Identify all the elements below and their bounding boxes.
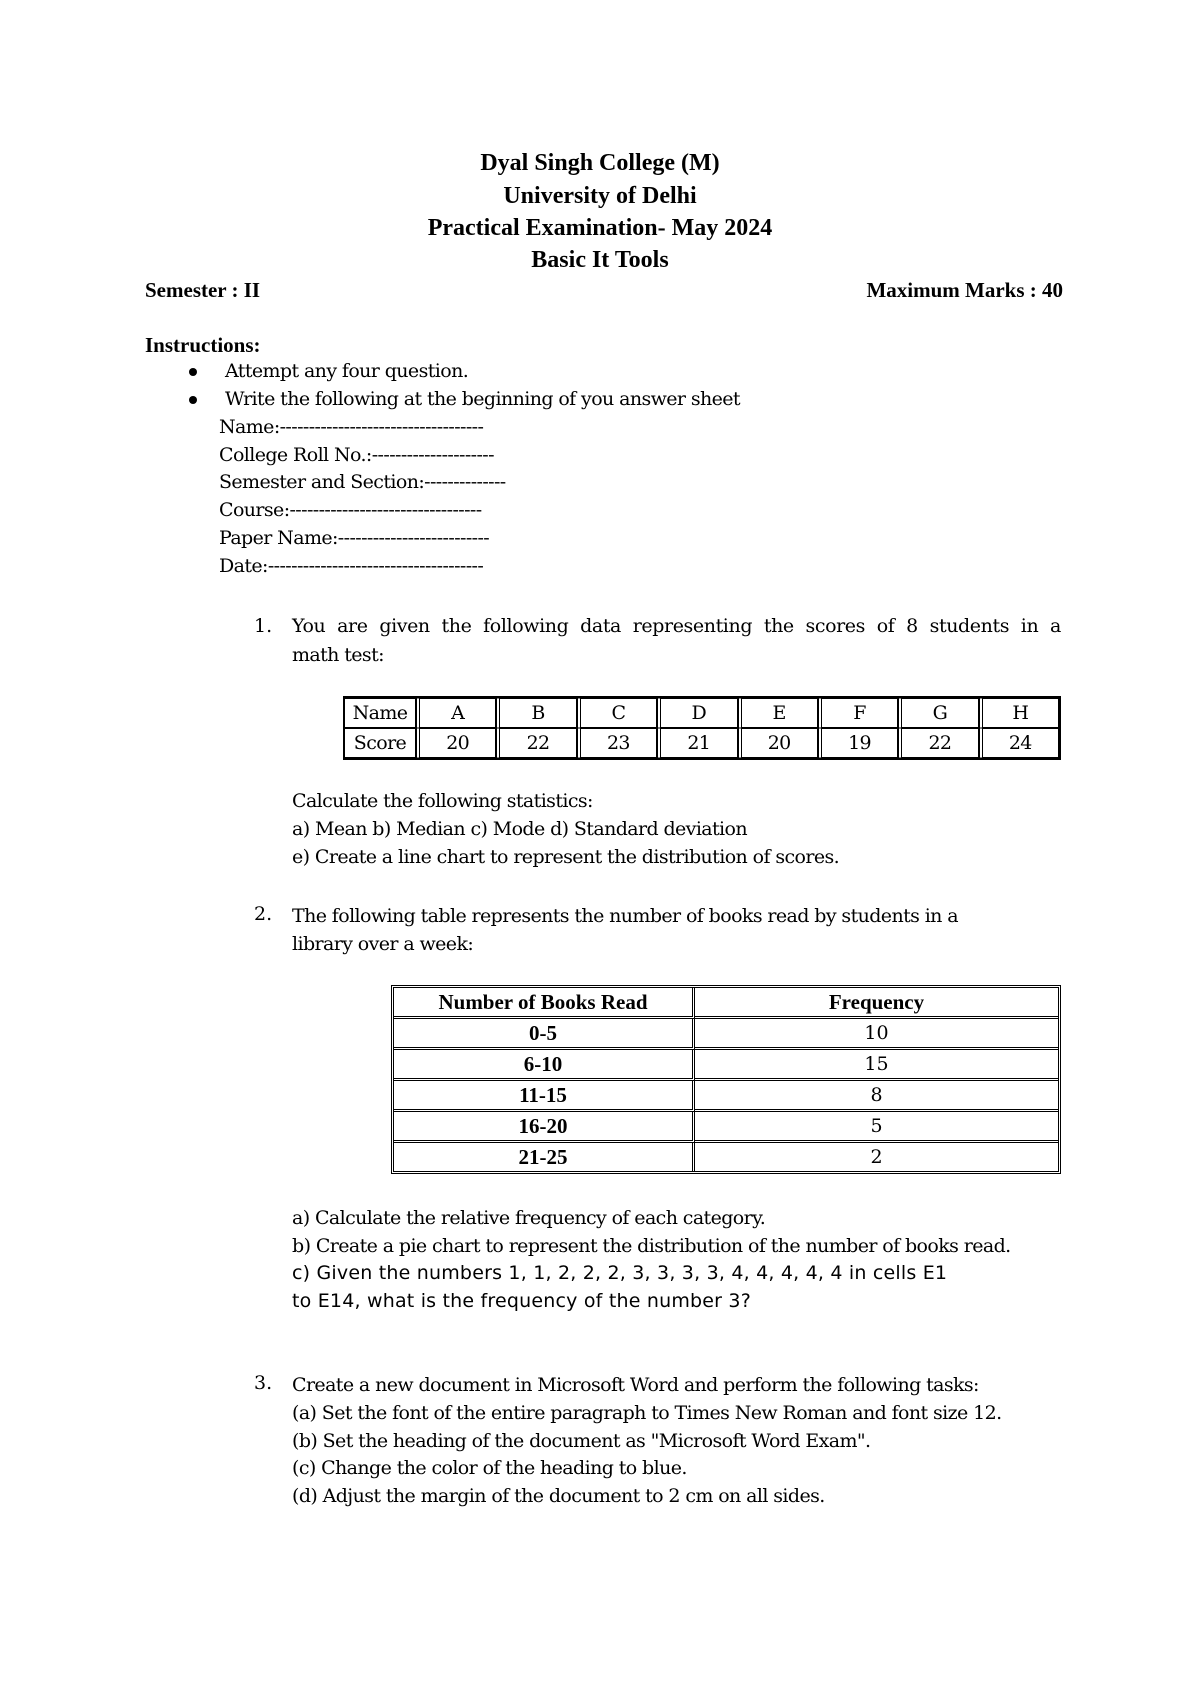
table-cell: D [657, 698, 737, 728]
bullet-icon [189, 368, 197, 376]
table-cell: 6-10 [394, 1050, 695, 1081]
table-row [345, 728, 1059, 758]
field-name: Name:----------------------------------- [219, 416, 484, 438]
table-cell: 15 [695, 1050, 1058, 1081]
q1-calc-intro: Calculate the following statistics: [292, 790, 593, 812]
q3-task: (c) Change the color of the heading to blue. [292, 1457, 687, 1479]
q3-task: (b) Set the heading of the document as "Microsoft Word Exam". [292, 1430, 871, 1452]
table-cell: 20 [416, 728, 496, 758]
question-number: 1. [254, 615, 273, 637]
q2-part-c-cont: to E14, what is the frequency of the number 3? [292, 1290, 752, 1312]
max-marks-label: Maximum Marks : 40 [866, 278, 1063, 302]
table-cell: 11-15 [394, 1081, 695, 1112]
field-roll-no: College Roll No.:--------------------- [219, 444, 494, 466]
table-header-row [394, 988, 1058, 1019]
table-cell: 23 [577, 728, 657, 758]
table-cell: Score [345, 728, 416, 758]
college-name: Dyal Singh College (M) [480, 150, 720, 176]
q3-task: (d) Adjust the margin of the document to 2 cm on all sides. [292, 1485, 825, 1507]
exam-title: Practical Examination- May 2024 [427, 215, 773, 241]
table-cell: 10 [695, 1019, 1058, 1050]
q1-text: You are given the following data representing the scores of 8 students in a [292, 615, 1061, 637]
field-date: Date:------------------------------------- [219, 555, 484, 577]
question-number: 3. [254, 1372, 273, 1394]
q3-task: (a) Set the font of the entire paragraph to Times New Roman and font size 12. [292, 1402, 1002, 1424]
table-cell: 8 [695, 1081, 1058, 1112]
table-row [394, 1081, 1058, 1112]
table-cell: 16-20 [394, 1112, 695, 1143]
q2-text: The following table represents the number of books read by students in a [292, 905, 958, 927]
field-course: Course:--------------------------------- [219, 499, 482, 521]
table-cell: B [496, 698, 576, 728]
field-semester-section: Semester and Section:-------------- [219, 471, 506, 493]
table-row [394, 1143, 1058, 1171]
q1-text-cont: math test: [292, 644, 384, 666]
table-cell: Name [345, 698, 416, 728]
q2-text-cont: library over a week: [292, 933, 474, 955]
table-cell: 2 [870, 1146, 883, 1168]
table-row [394, 1019, 1058, 1050]
table-row [394, 1112, 1058, 1143]
q2-part-b: b) Create a pie chart to represent the distribution of the number of books read. [292, 1235, 1011, 1257]
q1-part: e) Create a line chart to represent the distribution of scores. [292, 846, 840, 868]
field-paper-name: Paper Name:-------------------------- [219, 527, 490, 549]
table-cell: 21 [657, 728, 737, 758]
column-header: Number of Books Read [394, 988, 695, 1019]
question-number: 2. [254, 903, 273, 925]
table-cell: 24 [979, 728, 1059, 758]
table-cell: F [818, 698, 898, 728]
table-cell: 21-25 [394, 1143, 695, 1171]
instruction-item: Write the following at the beginning of you answer sheet [225, 388, 740, 410]
table-cell: E [738, 698, 818, 728]
instruction-item: Attempt any four question. [225, 360, 469, 382]
university-name: University of Delhi [503, 183, 697, 209]
q2-part-c: c) Given the numbers 1, 1, 2, 2, 2, 3, 3, 3, 3, 4, 4, 4, 4, 4 in cells E1 [292, 1262, 948, 1284]
q1-part: a) Mean b) Median c) Mode d) Standard deviation [292, 818, 748, 840]
instructions-title: Instructions: [145, 333, 261, 357]
table-cell: A [416, 698, 496, 728]
bullet-icon [189, 396, 197, 404]
table-row [345, 698, 1059, 728]
table-cell: C [577, 698, 657, 728]
books-table [391, 985, 1061, 1174]
column-header: Frequency [695, 988, 1058, 1019]
subject-title: Basic It Tools [531, 247, 669, 273]
table-cell: 20 [738, 728, 818, 758]
table-cell: 5 [695, 1112, 1058, 1143]
q2-part-a: a) Calculate the relative frequency of each category. [292, 1207, 766, 1229]
table-cell: G [898, 698, 978, 728]
table-cell: 22 [496, 728, 576, 758]
semester-label: Semester : II [145, 278, 261, 302]
table-cell: 0-5 [394, 1019, 695, 1050]
table-cell: H [979, 698, 1059, 728]
table-cell: 19 [818, 728, 898, 758]
table-row [394, 1050, 1058, 1081]
scores-table [343, 696, 1061, 760]
table-cell: 22 [898, 728, 978, 758]
q3-text: Create a new document in Microsoft Word and perform the following tasks: [292, 1374, 979, 1396]
